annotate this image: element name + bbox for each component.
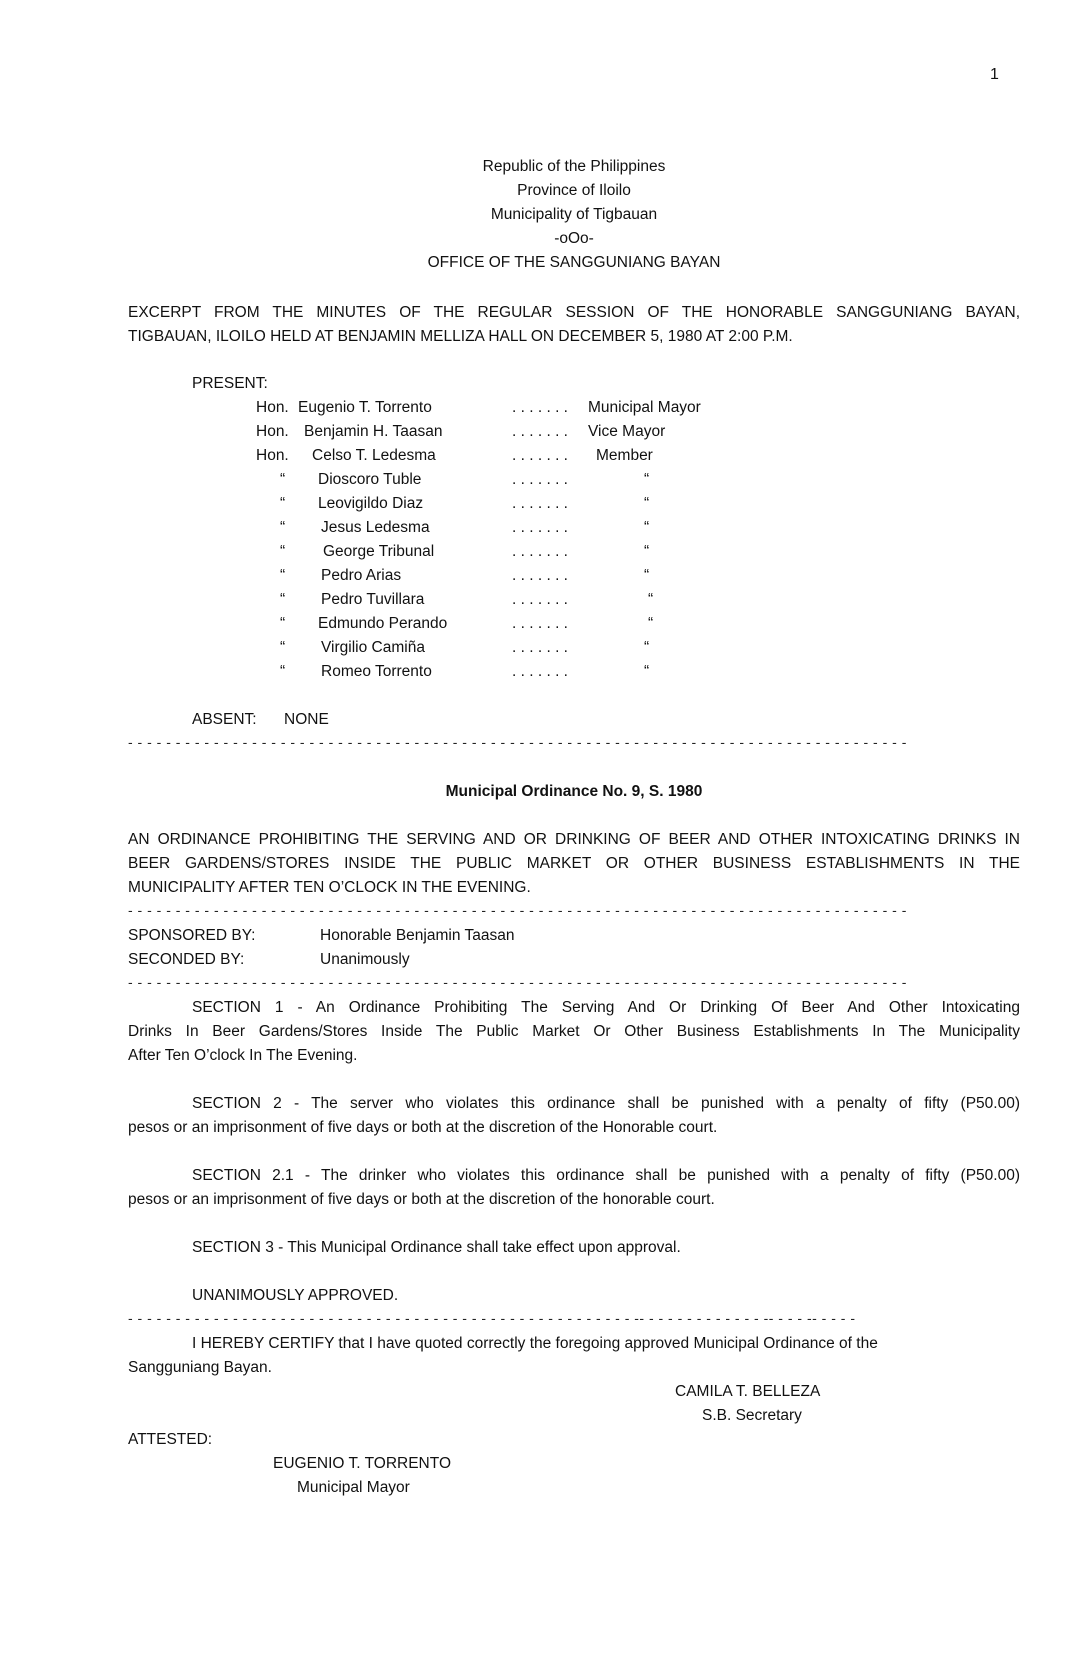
attendance-row xyxy=(0,444,1088,468)
section-1 xyxy=(128,996,1020,1068)
certification-line: Sangguniang Bayan. xyxy=(128,1359,272,1376)
dot-leader: . . . . . . . xyxy=(512,567,568,584)
dot-leader: . . . . . . . xyxy=(512,615,568,632)
member-prefix: “ xyxy=(280,495,286,512)
member-name: Pedro Arias xyxy=(321,567,402,584)
member-position: “ xyxy=(648,615,654,632)
member-name: Benjamin H. Taasan xyxy=(304,423,443,440)
sponsored-label: SPONSORED BY: xyxy=(128,927,256,944)
separator-line: - - - - - - - - - - - - - - - - - - - - - - - - - - - - - - - - - - - - - - - - - - - - - - - - - - - - - - - - - - - - - - - - - - - - - - - - - - - - - - - - - - xyxy=(128,974,907,990)
member-position: Vice Mayor xyxy=(588,423,666,440)
seconded-value: Unanimously xyxy=(320,951,410,968)
header-republic: Republic of the Philippines xyxy=(482,158,666,175)
attendance-row xyxy=(0,540,1088,564)
attendance-row xyxy=(0,516,1088,540)
excerpt-line: TIGBAUAN, ILOILO HELD AT BENJAMIN MELLIZA HALL ON DECEMBER 5, 1980 AT 2:00 P.M. xyxy=(128,328,793,345)
secretary-title: S.B. Secretary xyxy=(702,1407,802,1424)
member-prefix: Hon. xyxy=(256,447,289,464)
dot-leader: . . . . . . . xyxy=(512,495,568,512)
dot-leader: . . . . . . . xyxy=(512,663,568,680)
separator-line: - - - - - - - - - - - - - - - - - - - - - - - - - - - - - - - - - - - - - - - - - - - - - - - - - - - - - - - - - - - - - - - - - - - - - - - - - - - - - - - - - - xyxy=(128,902,907,918)
dot-leader: . . . . . . . xyxy=(512,471,568,488)
member-name: Virgilio Camiña xyxy=(321,639,425,656)
attendance-row xyxy=(0,660,1088,684)
section-line: pesos or an imprisonment of five days or both at the discretion of the honorable court. xyxy=(128,1191,715,1208)
section-2 xyxy=(128,1092,1020,1140)
member-position: “ xyxy=(644,543,650,560)
approval-status: UNANIMOUSLY APPROVED. xyxy=(192,1287,399,1304)
member-prefix: “ xyxy=(280,519,286,536)
member-prefix: “ xyxy=(280,471,286,488)
dot-leader: . . . . . . . xyxy=(512,423,568,440)
member-prefix: Hon. xyxy=(256,399,289,416)
member-name: Leovigildo Diaz xyxy=(318,495,424,512)
excerpt-line: EXCERPT FROM THE MINUTES OF THE REGULAR SESSION OF THE HONORABLE SANGGUNIANG BAYAN, xyxy=(128,304,1020,321)
member-position: “ xyxy=(644,639,650,656)
sponsored-value: Honorable Benjamin Taasan xyxy=(320,927,515,944)
member-name: Edmundo Perando xyxy=(318,615,448,632)
dot-leader: . . . . . . . xyxy=(512,639,568,656)
section-line: After Ten O’clock In The Evening. xyxy=(128,1047,358,1064)
member-name: Eugenio T. Torrento xyxy=(298,399,432,416)
attested-label: ATTESTED: xyxy=(128,1431,213,1448)
section-line: Drinks In Beer Gardens/Stores Inside The Public Market Or Other Business Establishments In The Municipality xyxy=(128,1023,1020,1040)
member-name: George Tribunal xyxy=(323,543,435,560)
attendance-row xyxy=(0,396,1088,420)
member-name: Romeo Torrento xyxy=(321,663,432,680)
header-office: OFFICE OF THE SANGGUNIANG BAYAN xyxy=(427,254,721,271)
dot-leader: . . . . . . . xyxy=(512,519,568,536)
member-prefix: “ xyxy=(280,663,286,680)
attendance-row xyxy=(0,612,1088,636)
section-3: SECTION 3 - This Municipal Ordinance shall take effect upon approval. xyxy=(192,1239,681,1256)
section-line: SECTION 2 - The server who violates this ordinance shall be punished with a penalty of fifty (P50.00) xyxy=(192,1095,1020,1112)
dot-leader: . . . . . . . xyxy=(512,447,568,464)
seconded-label: SECONDED BY: xyxy=(128,951,245,968)
present-label: PRESENT: xyxy=(192,375,268,392)
dot-leader: . . . . . . . xyxy=(512,543,568,560)
header-province: Province of Iloilo xyxy=(517,182,631,199)
header-municipality: Municipality of Tigbauan xyxy=(490,206,658,223)
seconded-row xyxy=(0,948,1088,972)
section-line: SECTION 2.1 - The drinker who violates this ordinance shall be punished with a penalty of fifty (P50.00) xyxy=(192,1167,1020,1184)
member-prefix: “ xyxy=(280,543,286,560)
dot-leader: . . . . . . . xyxy=(512,399,568,416)
member-position: “ xyxy=(644,663,650,680)
excerpt-paragraph xyxy=(128,301,1020,349)
member-position: Municipal Mayor xyxy=(588,399,701,416)
secretary-name: CAMILA T. BELLEZA xyxy=(675,1383,821,1400)
absent-label: ABSENT: xyxy=(192,711,257,728)
ordinance-description xyxy=(128,828,1020,900)
attendance-row xyxy=(0,468,1088,492)
mayor-name: EUGENIO T. TORRENTO xyxy=(273,1455,452,1472)
member-position: Member xyxy=(596,447,653,464)
member-name: Jesus Ledesma xyxy=(321,519,430,536)
member-name: Dioscoro Tuble xyxy=(318,471,422,488)
description-line: AN ORDINANCE PROHIBITING THE SERVING AND OR DRINKING OF BEER AND OTHER INTOXICATING DRINKS IN xyxy=(128,831,1020,848)
ordinance-title: Municipal Ordinance No. 9, S. 1980 xyxy=(445,783,703,800)
attendance-row xyxy=(0,492,1088,516)
member-name: Pedro Tuvillara xyxy=(321,591,425,608)
separator-line: - - - - - - - - - - - - - - - - - - - - - - - - - - - - - - - - - - - - - - - - - - - - - - - - - - - - - - - - - - - - - - - - - - - - - - - - - - - - - - - - - - xyxy=(128,734,907,750)
certification-paragraph xyxy=(128,1332,974,1380)
page-number: 1 xyxy=(990,66,999,83)
member-prefix: “ xyxy=(280,591,286,608)
header-ornament: -oOo- xyxy=(554,230,594,247)
section-2-1 xyxy=(128,1164,1020,1212)
member-position: “ xyxy=(644,471,650,488)
member-prefix: Hon. xyxy=(256,423,289,440)
section-line: pesos or an imprisonment of five days or both at the discretion of the Honorable court. xyxy=(128,1119,718,1136)
attendance-row xyxy=(0,420,1088,444)
certification-line: I HEREBY CERTIFY that I have quoted correctly the foregoing approved Municipal Ordinance of the xyxy=(192,1335,878,1352)
member-position: “ xyxy=(644,495,650,512)
attendance-row xyxy=(0,636,1088,660)
member-position: “ xyxy=(644,519,650,536)
separator-line: - - - - - - - - - - - - - - - - - - - - - - - - - - - - - - - - - - - - - - - - - - - - - - - - - - - - - -- - - - - - - - - - - - - -- - - - -- - - - - xyxy=(128,1310,856,1326)
description-line: MUNICIPALITY AFTER TEN O’CLOCK IN THE EVENING. xyxy=(128,879,531,896)
member-position: “ xyxy=(644,567,650,584)
description-line: BEER GARDENS/STORES INSIDE THE PUBLIC MARKET OR OTHER BUSINESS ESTABLISHMENTS IN THE xyxy=(128,855,1020,872)
absent-row xyxy=(0,708,1088,732)
member-position: “ xyxy=(648,591,654,608)
dot-leader: . . . . . . . xyxy=(512,591,568,608)
member-prefix: “ xyxy=(280,615,286,632)
member-prefix: “ xyxy=(280,567,286,584)
mayor-title: Municipal Mayor xyxy=(297,1479,410,1496)
attendance-row xyxy=(0,564,1088,588)
member-prefix: “ xyxy=(280,639,286,656)
sponsored-row xyxy=(0,924,1088,948)
absent-value: NONE xyxy=(284,711,329,728)
member-name: Celso T. Ledesma xyxy=(312,447,436,464)
section-line: SECTION 1 - An Ordinance Prohibiting The Serving And Or Drinking Of Beer And Other Intoxicating xyxy=(192,999,1020,1016)
attendance-row xyxy=(0,588,1088,612)
